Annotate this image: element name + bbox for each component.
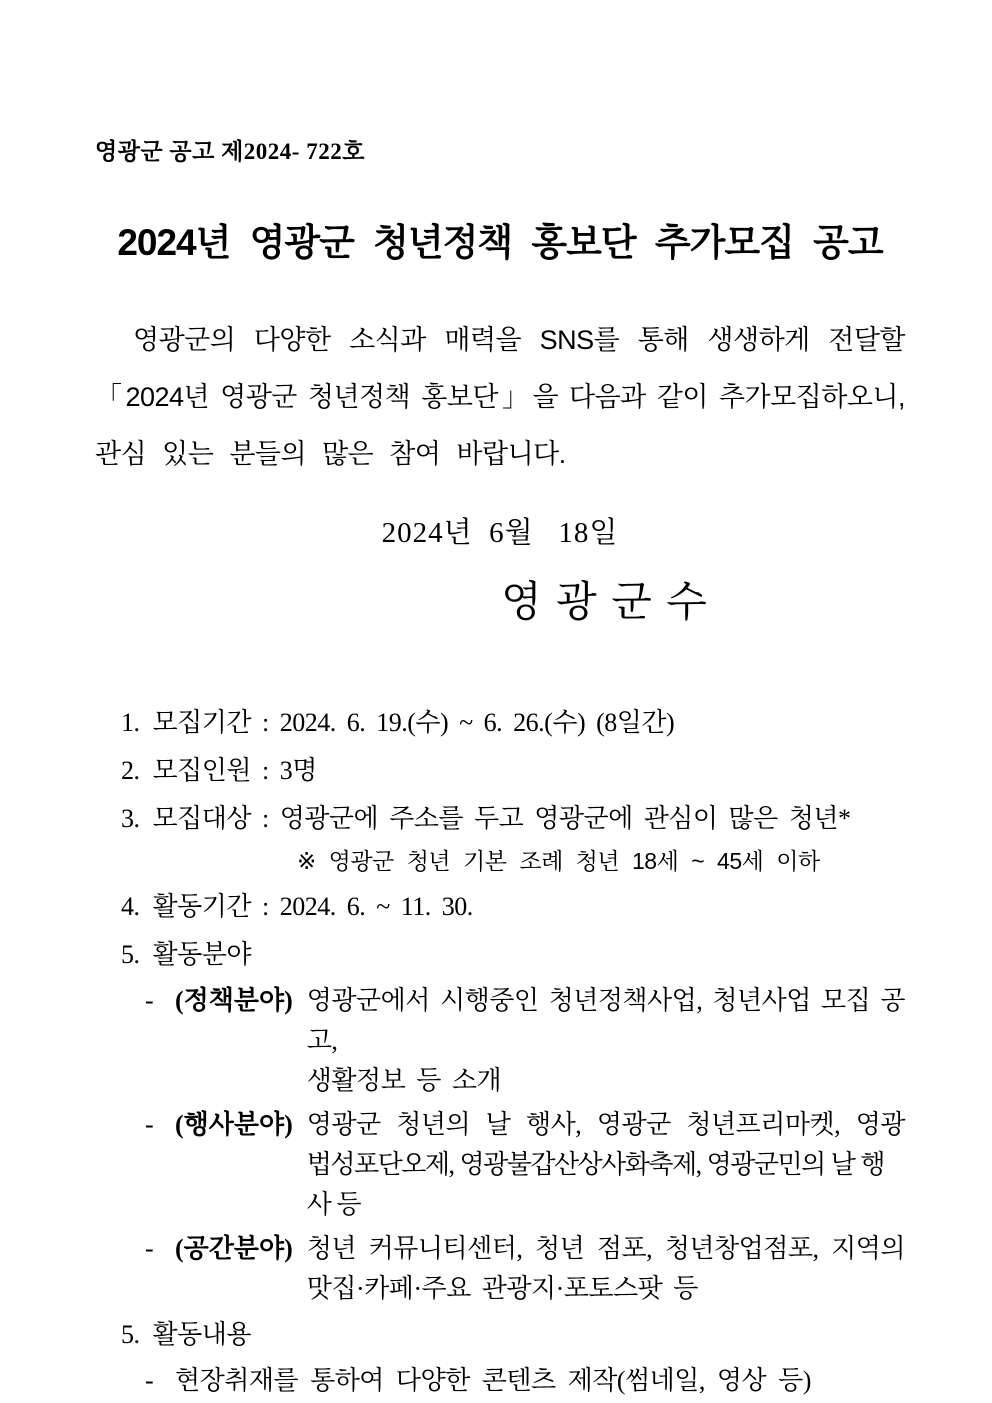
item-marker: 1. <box>121 708 140 737</box>
field-label: (행사분야) <box>175 1110 293 1139</box>
field-label: (공간분야) <box>175 1234 293 1263</box>
signer-name: 영 광 군 수 <box>501 580 709 626</box>
field-description <box>307 1105 905 1225</box>
dash-bullet: - <box>145 1234 154 1263</box>
field-line-2: 맛집·카페·주요 관광지·포토스팟 등 <box>306 1274 698 1303</box>
item-marker: 3. <box>121 804 140 833</box>
intro-line-1: 영광군의 다양한 소식과 매력을 SNS를 통해 생생하게 전달할 <box>133 325 905 355</box>
field-line-1: 영광군 청년의 날 행사, 영광군 청년프리마켓, 영광 <box>306 1110 905 1139</box>
field-line-2: 생활정보 등 소개 <box>306 1066 502 1095</box>
dash-bullet: - <box>145 1110 154 1139</box>
list-item-activity-period <box>95 885 905 929</box>
sub-item-event-field <box>95 1105 905 1225</box>
sub-item-content-detail <box>95 1361 905 1401</box>
item-marker: 5. <box>121 1320 140 1349</box>
content-description: 현장취재를 통하여 다양한 콘텐츠 제작(썸네일, 영상 등) <box>175 1366 811 1395</box>
field-line-2: 법성포단오제, 영광불갑산상사화축제, 영광군민의 날 행사 등 <box>306 1150 884 1219</box>
item-text: 활동내용 <box>152 1320 251 1349</box>
list-item-recruit-period <box>95 701 905 745</box>
list-item-recruit-count <box>95 749 905 793</box>
doc-number: 영광군 공고 제2024- 722호 <box>95 139 365 164</box>
item-text: 활동기간 : 2024. 6. ~ 11. 30. <box>152 892 473 921</box>
item-text: 모집인원 : 3명 <box>152 756 317 785</box>
page-title: 2024년 영광군 청년정책 홍보단 추가모집 공고 <box>117 222 883 263</box>
intro-line-2: 「2024년 영광군 청년정책 홍보단」을 다음과 같이 추가모집하오니, <box>95 382 905 412</box>
item-text: 활동분야 <box>152 940 251 969</box>
list-item-activity-fields <box>95 933 905 977</box>
list-item-activity-content <box>95 1313 905 1357</box>
item-text: 모집기간 : 2024. 6. 19.(수) ~ 6. 26.(수) (8일간) <box>152 708 675 737</box>
intro-paragraph <box>95 312 905 483</box>
item-marker: 2. <box>121 756 140 785</box>
item-marker: 5. <box>121 940 140 969</box>
field-line-1: 영광군에서 시행중인 청년정책사업, 청년사업 모집 공고, <box>306 986 905 1055</box>
target-age-note: ※ 영광군 청년 기본 조례 청년 18세 ~ 45세 이하 <box>297 848 820 874</box>
field-label: (정책분야) <box>175 986 293 1015</box>
field-line-1: 청년 커뮤니티센터, 청년 점포, 청년창업점포, 지역의 <box>306 1234 905 1263</box>
item-text: 모집대상 : 영광군에 주소를 두고 영광군에 관심이 많은 청년* <box>152 804 851 833</box>
announcement-date: 2024년 6월 18일 <box>381 517 619 549</box>
field-description <box>307 1229 905 1309</box>
sub-item-policy-field <box>95 981 905 1101</box>
item-list <box>95 701 905 1401</box>
dash-bullet: - <box>145 1366 154 1395</box>
field-description <box>307 981 905 1101</box>
intro-line-3: 관심 있는 분들의 많은 참여 바랍니다. <box>95 439 566 469</box>
list-item-recruit-target <box>95 797 905 841</box>
item-marker: 4. <box>121 892 140 921</box>
sub-item-space-field <box>95 1229 905 1309</box>
dash-bullet: - <box>145 986 154 1015</box>
